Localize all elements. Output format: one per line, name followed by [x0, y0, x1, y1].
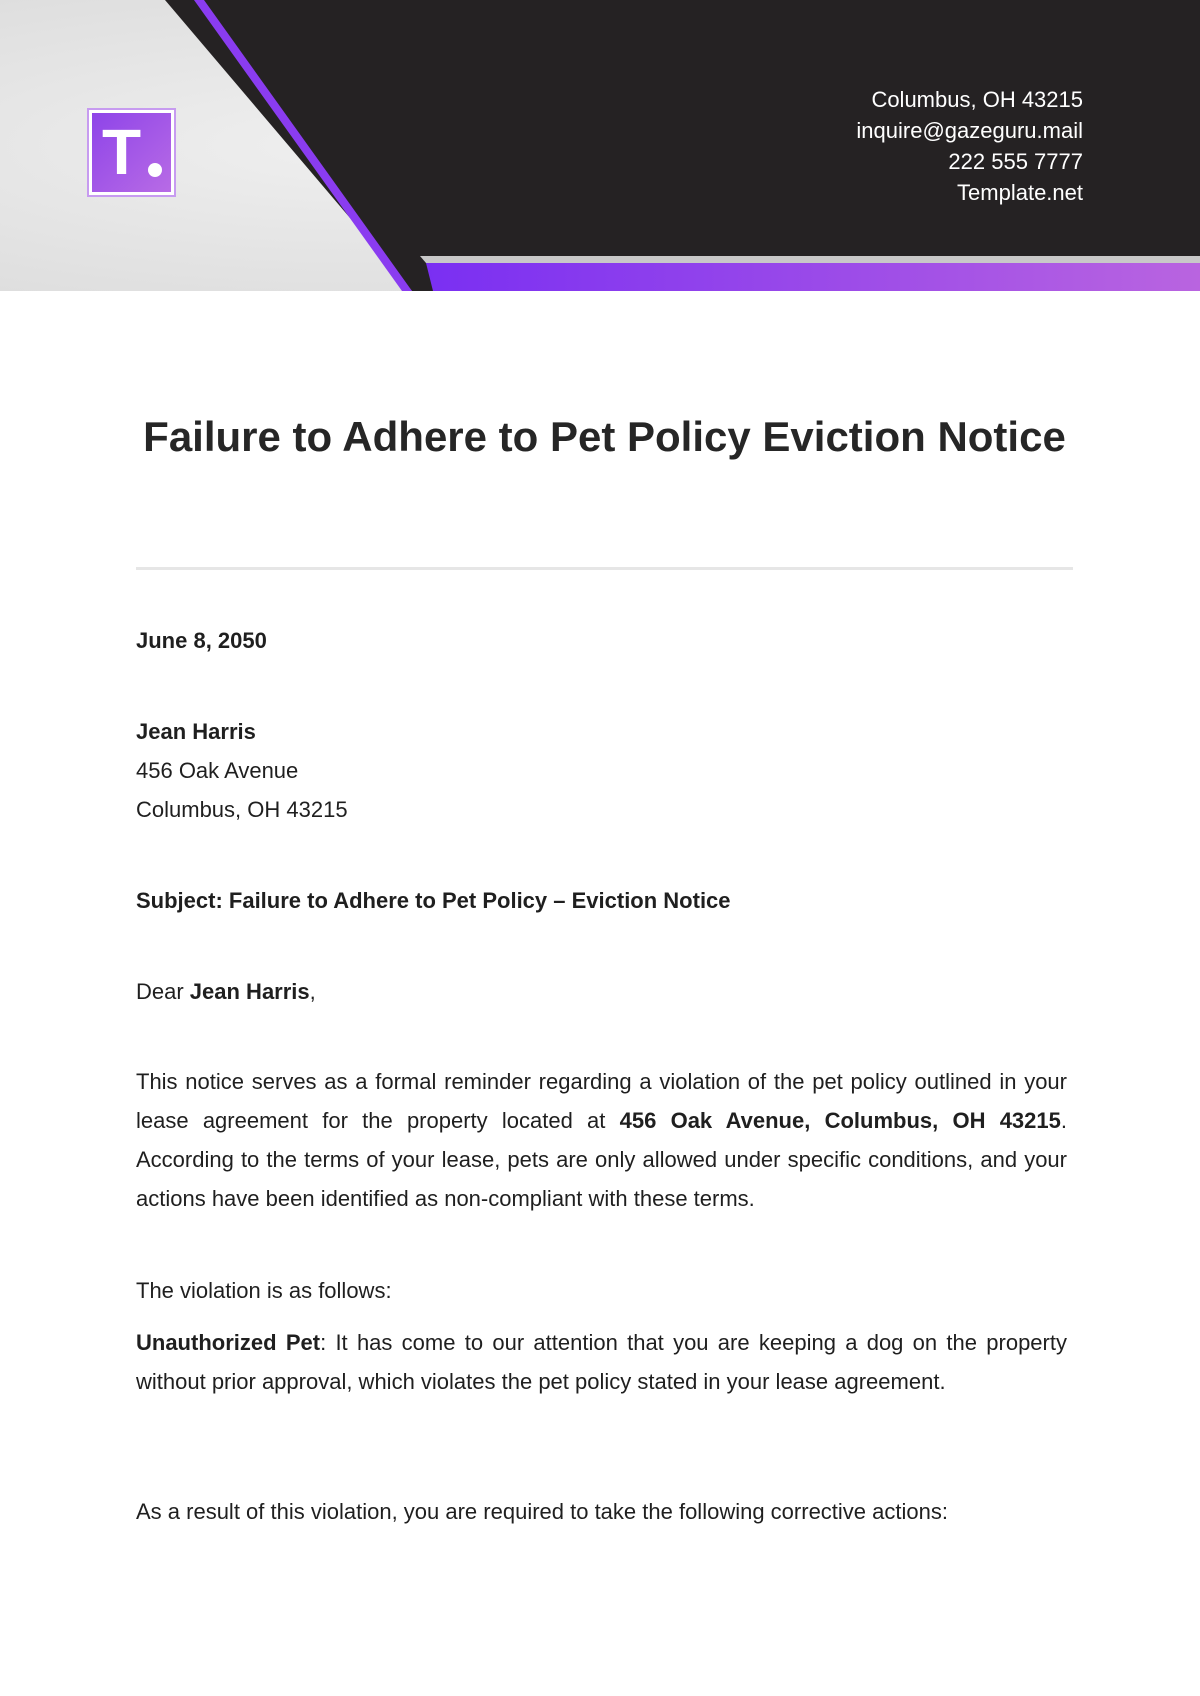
- recipient-name: Jean Harris: [136, 719, 256, 744]
- violation-item: [136, 1323, 1067, 1401]
- letter-date: June 8, 2050: [136, 628, 267, 653]
- violation-label: Unauthorized Pet: [136, 1330, 321, 1355]
- subject-line: Subject: Failure to Adhere to Pet Policy – Eviction Notice: [136, 888, 731, 913]
- violation-intro: The violation is as follows:: [136, 1278, 392, 1303]
- purple-bar: [426, 263, 1200, 291]
- salutation: [136, 972, 1067, 1011]
- company-logo: [87, 108, 176, 197]
- logo-letter: T: [102, 116, 142, 188]
- recipient-block: [136, 712, 1067, 829]
- document-title: Failure to Adhere to Pet Policy Eviction Notice: [143, 413, 1066, 460]
- contact-website: Template.net: [957, 180, 1083, 205]
- contact-phone: 222 555 7777: [948, 149, 1083, 174]
- contact-email: inquire@gazeguru.mail: [856, 118, 1083, 143]
- salutation-suffix: ,: [309, 979, 316, 1004]
- gray-stripe: [420, 256, 1200, 263]
- salutation-prefix: Dear: [136, 979, 190, 1004]
- violation-text: : It has come to our attention that you are keeping a dog on the property without prior approval, which violates the pet policy stated in your lease agreement.: [136, 1330, 1067, 1394]
- property-address: 456 Oak Avenue, Columbus, OH 43215: [619, 1108, 1061, 1133]
- contact-block: [856, 84, 1083, 208]
- recipient-city: Columbus, OH 43215: [136, 797, 348, 822]
- paragraph-intro-part2: . According to the terms of your lease, pets are only allowed under specific conditions, and your actions have been identified as non-compliant with these terms.: [136, 1108, 1067, 1211]
- salutation-name: Jean Harris: [189, 979, 310, 1004]
- logo-dot: [148, 163, 162, 177]
- letterhead: [0, 0, 1200, 291]
- corrective-intro: As a result of this violation, you are required to take the following corrective actions:: [136, 1499, 948, 1524]
- paragraph-intro: [136, 1062, 1067, 1218]
- contact-address: Columbus, OH 43215: [871, 87, 1083, 112]
- title-divider: [136, 567, 1073, 570]
- paragraph-intro-part1: This notice serves as a formal reminder regarding a violation of the pet policy outlined in your lease agreement for the property located at: [136, 1069, 1067, 1133]
- recipient-street: 456 Oak Avenue: [136, 758, 299, 783]
